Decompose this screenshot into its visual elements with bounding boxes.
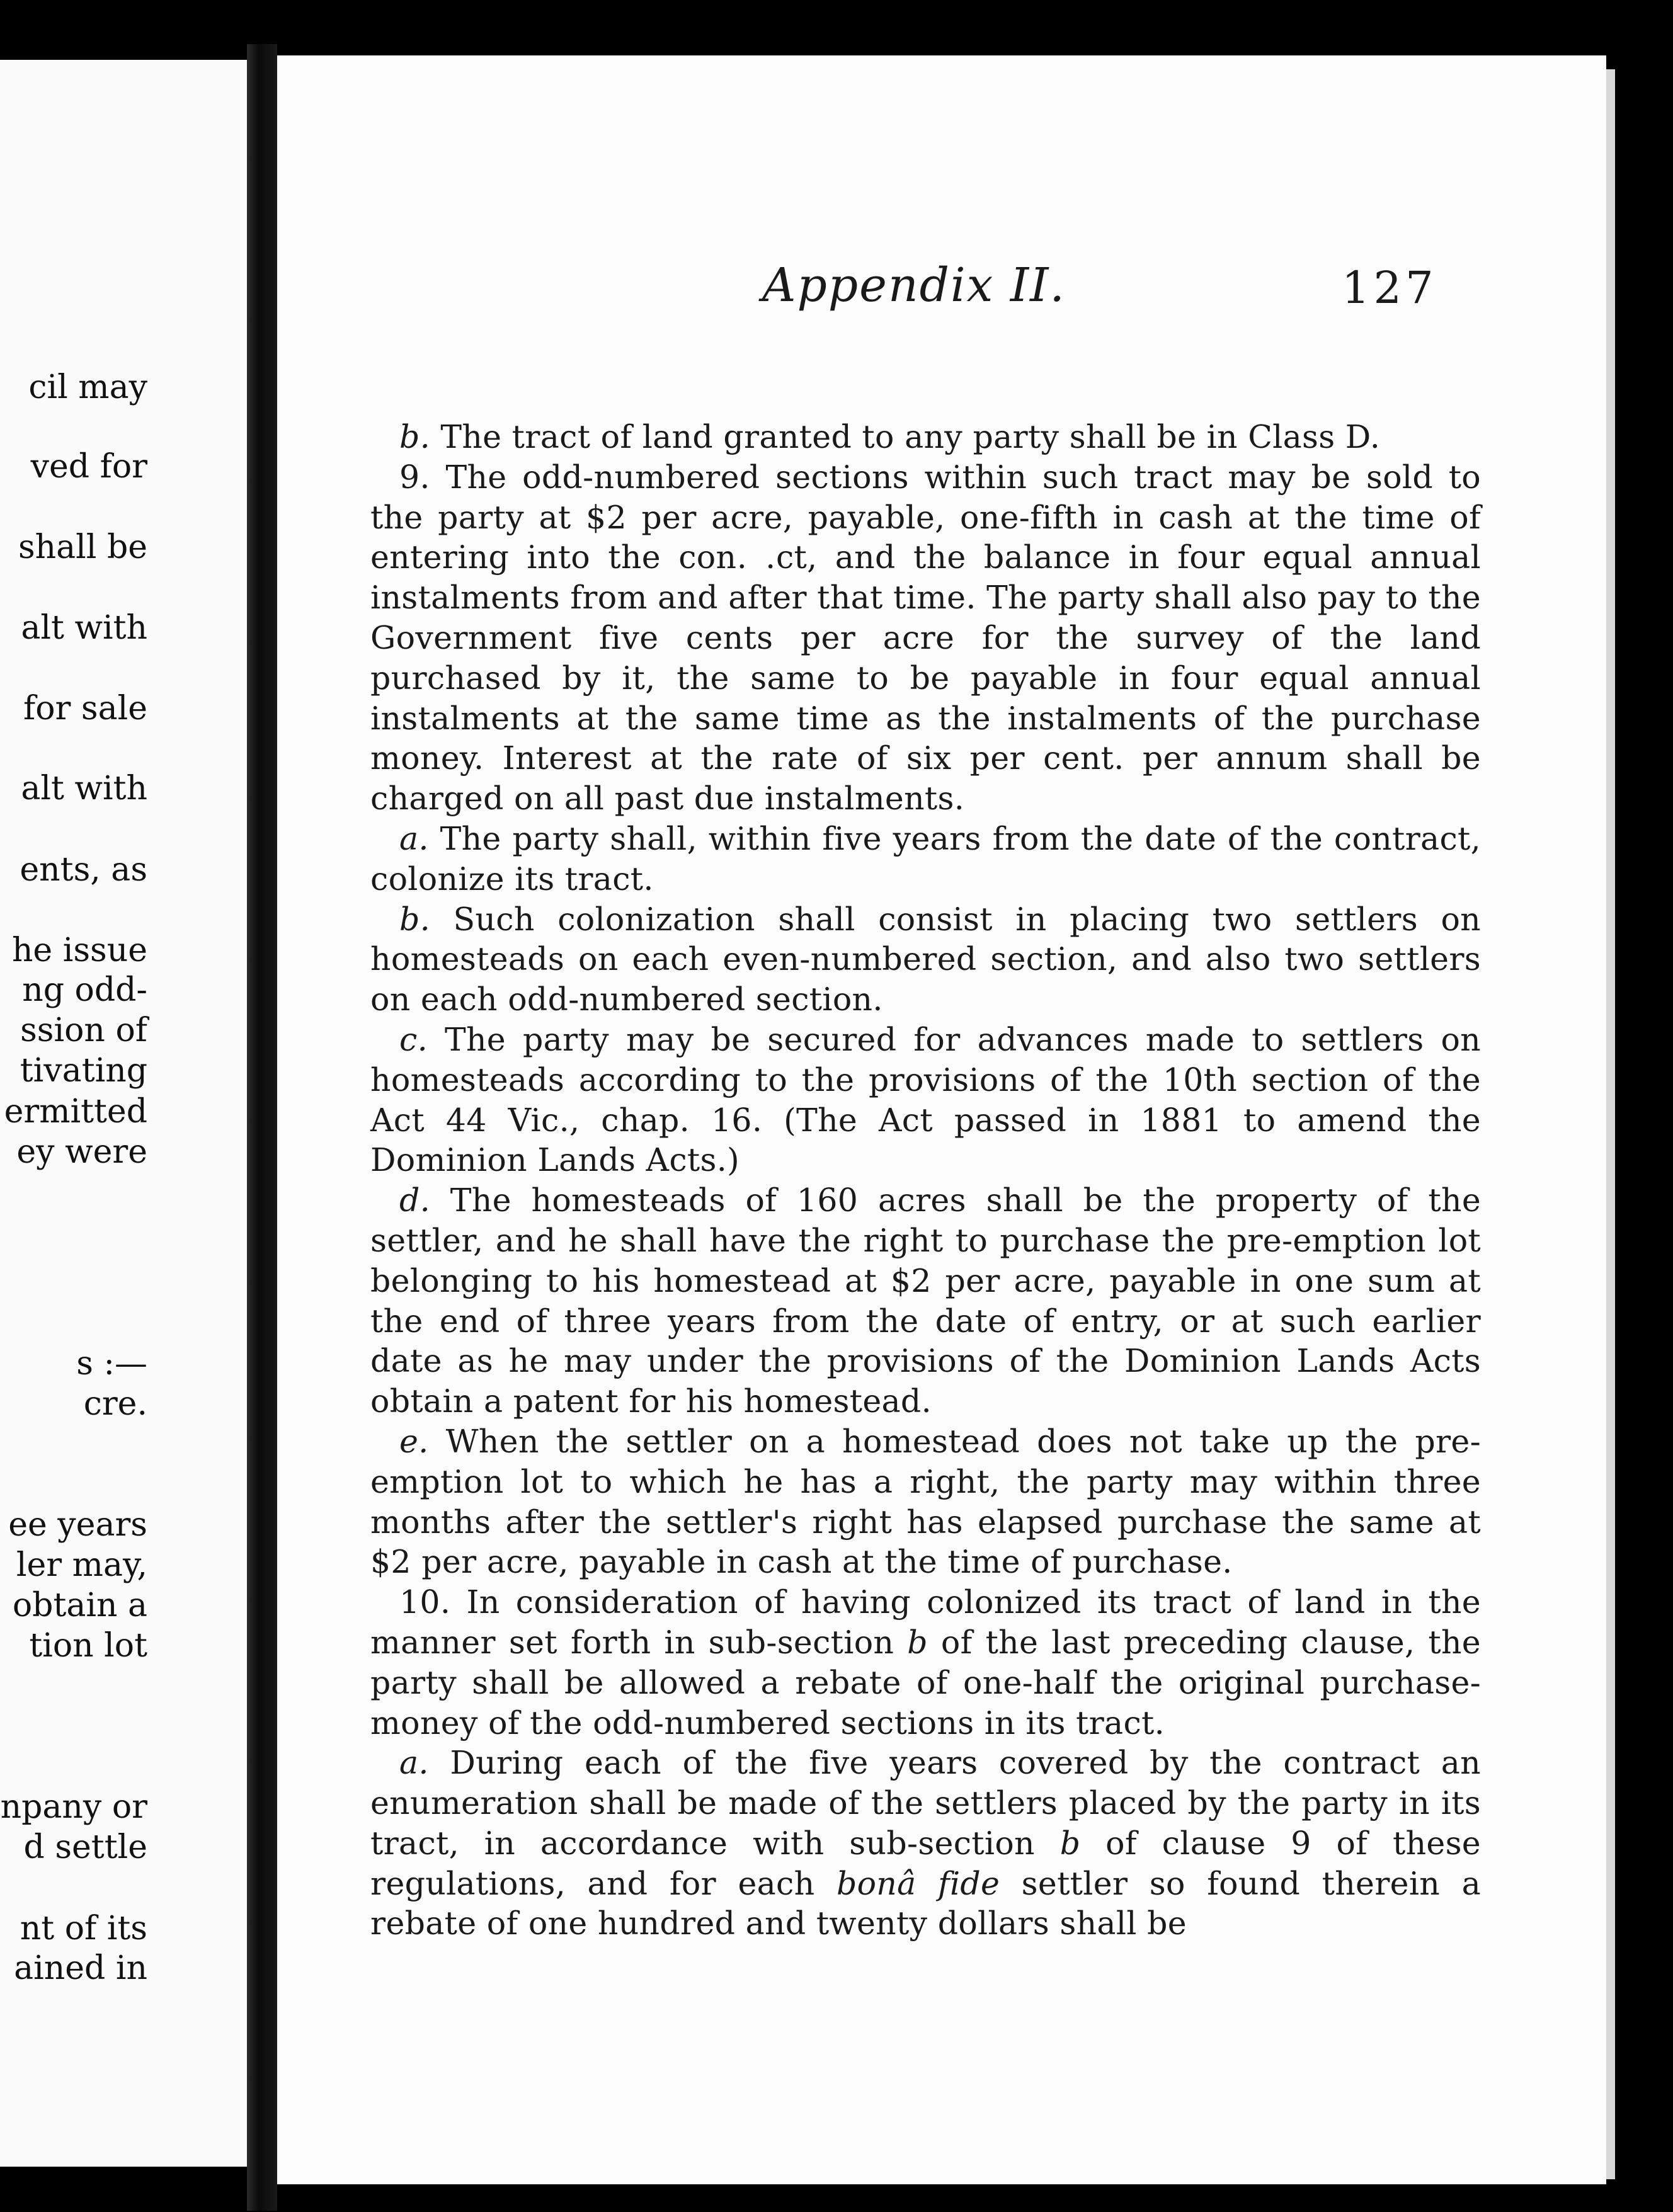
paragraph-text: The party may be secured for advances made to settlers on homesteads according to the provisions of the 10th section of the Act 44 Vic., chap. 16. (The Act passed in 1881 to amend the Dominion Lands Acts.) bbox=[370, 1020, 1481, 1179]
clause-label: c. bbox=[399, 1020, 428, 1058]
facing-line: cre. bbox=[83, 1385, 147, 1423]
facing-line: tivating bbox=[20, 1052, 147, 1090]
facing-line: tion lot bbox=[29, 1627, 147, 1665]
paragraph-text: During each of the five years covered by the contract an enumeration shall be made of the settlers placed by the party in its tract, in accordance with sub-section bbox=[370, 1744, 1481, 1862]
clause-label: b. bbox=[399, 418, 430, 455]
page-header bbox=[277, 258, 1606, 321]
facing-line: obtain a bbox=[12, 1587, 147, 1624]
facing-line: alt with bbox=[21, 609, 147, 647]
facing-line: ermitted bbox=[4, 1093, 147, 1131]
paragraph-text: settler so found therein a rebate of one hundred and twenty dollars shall be bbox=[370, 1864, 1482, 1942]
facing-page-fragment bbox=[0, 60, 247, 2167]
paragraph-b-colonization bbox=[370, 899, 1481, 1020]
facing-line: ssion of bbox=[20, 1012, 147, 1049]
facing-line: ents, as bbox=[20, 851, 147, 889]
clause-label: a. bbox=[399, 819, 429, 857]
paragraph-d bbox=[370, 1180, 1481, 1422]
paragraph-text: The tract of land granted to any party shall be in Class D. bbox=[430, 418, 1381, 455]
paragraph-a bbox=[370, 819, 1481, 899]
facing-line: nt of its bbox=[20, 1910, 147, 1947]
paragraph-text: In consideration of having colonized its tract of land in the manner set forth in sub-section bbox=[370, 1583, 1481, 1661]
facing-line: npany or bbox=[0, 1788, 147, 1826]
facing-line: d settle bbox=[23, 1828, 147, 1866]
paragraph-text: When the settler on a homestead does not take up the pre-emption lot to which he has a right, the party may within three months after the settler's right has elapsed purchase the same at $2 per acre, payable in cash at the time of purchase. bbox=[370, 1422, 1481, 1581]
clause-label: 10. bbox=[399, 1583, 451, 1621]
latin-phrase: bonâ fide bbox=[836, 1864, 1000, 1902]
subsection-ref: b bbox=[907, 1623, 928, 1661]
paragraph-9 bbox=[370, 457, 1481, 819]
facing-line: ey were bbox=[16, 1133, 147, 1171]
facing-line: s :— bbox=[76, 1345, 147, 1382]
paragraph-text: The party shall, within five years from the date of the contract, colonize its tract. bbox=[370, 819, 1481, 898]
clause-label: d. bbox=[399, 1182, 430, 1219]
facing-line: he issue bbox=[11, 932, 147, 969]
page-body bbox=[370, 417, 1481, 1944]
facing-line: for sale bbox=[23, 690, 147, 727]
paragraph-e bbox=[370, 1422, 1481, 1582]
facing-line: ee years bbox=[8, 1506, 147, 1544]
facing-line: ained in bbox=[14, 1949, 147, 1987]
paragraph-b bbox=[370, 417, 1481, 457]
book-page bbox=[277, 55, 1606, 2184]
paragraph-text: The homesteads of 160 acres shall be the property of the settler, and he shall have the right to purchase the pre-emption lot belonging to his homestead at $2 per acre, payable in one sum at the end of three years from the date of entry, or at such earlier date as he may under the provisions of the Dominion Lands Acts obtain a patent for his homestead. bbox=[370, 1182, 1481, 1420]
book-gutter bbox=[247, 44, 277, 2211]
facing-line: alt with bbox=[21, 770, 147, 807]
clause-label: b. bbox=[399, 900, 430, 938]
facing-line: ng odd- bbox=[22, 971, 147, 1009]
facing-line: ved for bbox=[30, 448, 147, 486]
clause-label: a. bbox=[399, 1744, 429, 1782]
facing-line: shall be bbox=[18, 528, 147, 566]
page-number: 127 bbox=[1342, 262, 1437, 314]
paragraph-text: Such colonization shall consist in placing two settlers on homesteads on each even-numbered section, and also two settlers on each odd-numbered section. bbox=[370, 900, 1481, 1018]
page-edge bbox=[1606, 69, 1615, 2179]
facing-line: ler may, bbox=[16, 1546, 147, 1584]
paragraph-text: of clause 9 of these regulations, and for each bbox=[370, 1824, 1481, 1902]
paragraph-text: of the last preceding clause, the party shall be allowed a rebate of one-half the original purchase-money of the odd-numbered sections in its tract. bbox=[370, 1623, 1481, 1742]
paragraph-10 bbox=[370, 1582, 1481, 1743]
facing-line: cil may bbox=[28, 368, 147, 406]
running-head: Appendix II. bbox=[762, 258, 1066, 312]
subsection-ref: b bbox=[1059, 1824, 1081, 1862]
paragraph-text: The odd-numbered sections within such tract may be sold to the party at $2 per acre, payable, one-fifth in cash at the time of entering into the con․ ․ct, and the balance in four equal annual instalments from and after that time. The party shall also pay to the Government five cents per acre for the survey of the land purchased by it, the same to be payable in four equal annual instalments at the same time as the instalments of the purchase money. Interest at the rate of six per cent. per annum shall be charged on all past due instalments. bbox=[370, 458, 1481, 818]
clause-label: e. bbox=[399, 1422, 429, 1460]
paragraph-a-enumeration bbox=[370, 1743, 1481, 1944]
clause-label: 9. bbox=[399, 458, 430, 496]
paragraph-c bbox=[370, 1020, 1481, 1180]
